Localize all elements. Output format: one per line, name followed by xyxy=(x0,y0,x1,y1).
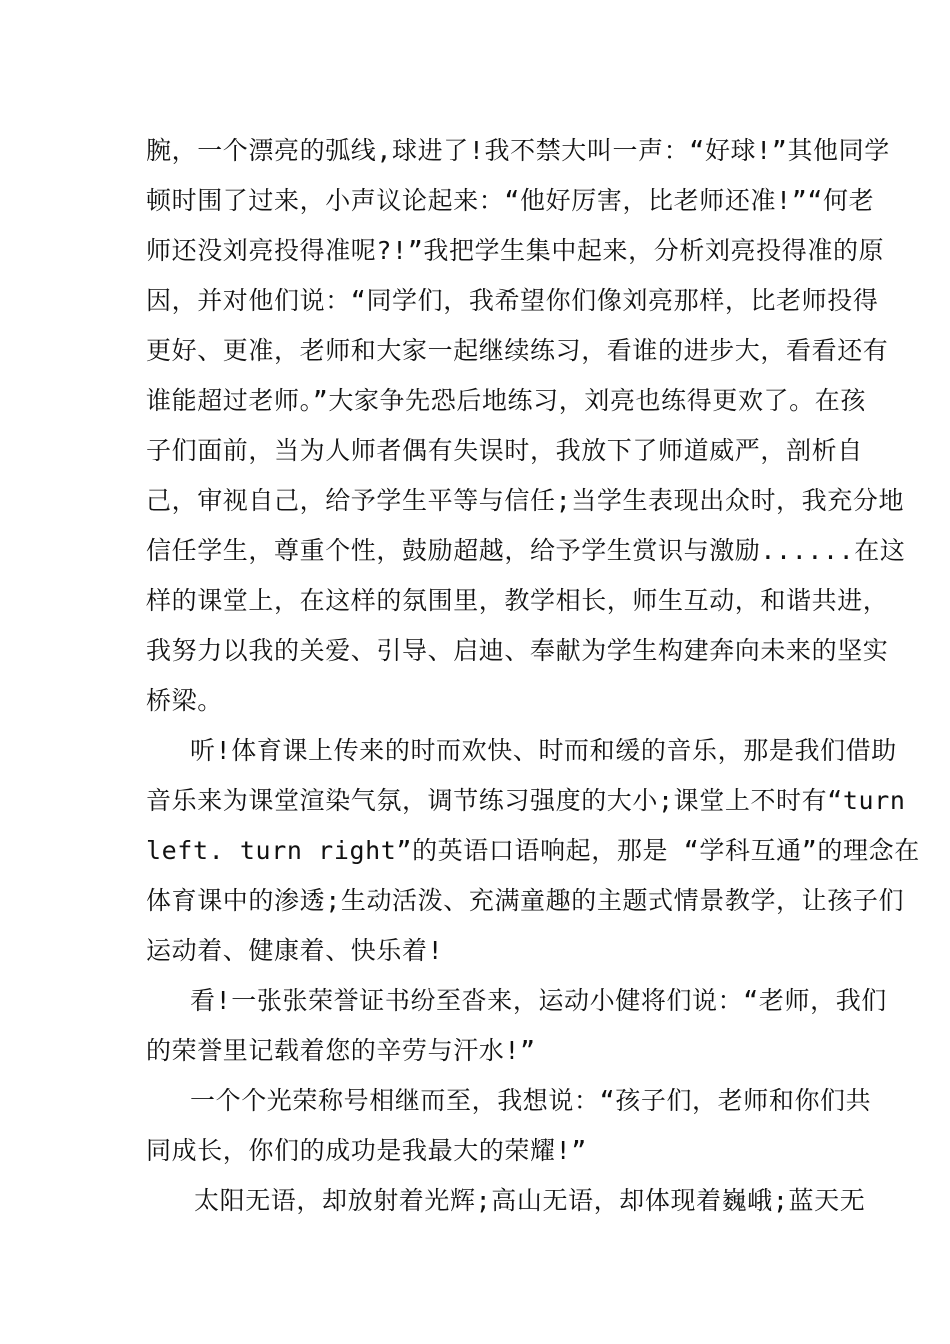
text-line: 样的课堂上，在这样的氛围里，教学相长，师生互动，和谐共进， xyxy=(146,586,889,615)
text-line: 信任学生，尊重个性，鼓励超越，给予学生赏识与激励......在这 xyxy=(146,536,906,565)
text-line: 体育课中的渗透;生动活泼、充满童趣的主题式情景教学，让孩子们 xyxy=(146,886,905,915)
text-line: 谁能超过老师。”大家争先恐后地练习，刘亮也练得更欢了。在孩 xyxy=(146,386,866,415)
text-line: 腕，一个漂亮的弧线,球进了!我不禁大叫一声：“好球!”其他同学 xyxy=(146,136,890,165)
text-line: 音乐来为课堂渲染气氛，调节练习强度的大小;课堂上不时有“turn xyxy=(146,786,906,815)
text-line: 听!体育课上传来的时而欢快、时而和缓的音乐，那是我们借助 xyxy=(190,736,897,765)
text-line: 一个个光荣称号相继而至，我想说：“孩子们，老师和你们共 xyxy=(190,1086,872,1115)
text-line: 桥梁。 xyxy=(146,686,223,715)
text-line: 同成长，你们的成功是我最大的荣耀!” xyxy=(146,1136,587,1165)
text-line: 的荣誉里记载着您的辛劳与汗水!” xyxy=(146,1036,536,1065)
text-line: 太阳无语，却放射着光辉;高山无语，却体现着巍峨;蓝天无 xyxy=(194,1186,866,1215)
text-line: 更好、更准，老师和大家一起继续练习，看谁的进步大，看看还有 xyxy=(146,336,889,365)
text-line: 顿时围了过来，小声议论起来：“他好厉害，比老师还准!”“何老 xyxy=(146,186,875,215)
text-line: 师还没刘亮投得准呢?!”我把学生集中起来，分析刘亮投得准的原 xyxy=(146,236,885,265)
text-line: 己，审视自己，给予学生平等与信任;当学生表现出众时，我充分地 xyxy=(146,486,905,515)
text-line: 因，并对他们说：“同学们，我希望你们像刘亮那样，比老师投得 xyxy=(146,286,879,315)
text-line: 子们面前，当为人师者偶有失误时，我放下了师道威严，剖析自 xyxy=(146,436,863,465)
text-line: 看!一张张荣誉证书纷至沓来，运动小健将们说：“老师，我们 xyxy=(190,986,887,1015)
text-line: 我努力以我的关爱、引导、启迪、奉献为学生构建奔向未来的坚实 xyxy=(146,636,889,665)
text-line: left. turn right”的英语口语响起，那是 “学科互通”的理念在 xyxy=(146,836,920,865)
text-line: 运动着、健康着、快乐着! xyxy=(146,936,444,965)
